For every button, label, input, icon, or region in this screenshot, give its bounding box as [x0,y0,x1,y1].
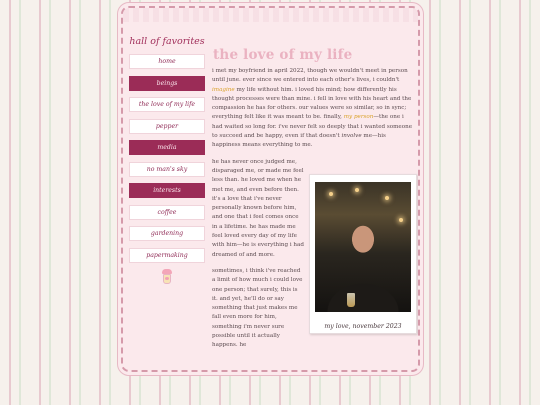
page-title: the love of my life [213,47,353,64]
sidebar-item-interests[interactable]: interests [129,183,205,198]
photo-image [315,182,411,312]
sidebar-title: hall of favorites [129,36,205,47]
highlight-text: my person [343,114,374,121]
sidebar-item-papermaking[interactable]: papermaking [129,248,205,263]
paragraph-2: he has never once judged me, disparaged me, or made me feel less than. he loved me when he met me, and even before then. it's a love that i've never personally known before him, and one that i feel comes once in a lifetime. he has made me feel loved every day of my life with him—he is everything i had dreamed of and more. [212,158,304,258]
sidebar-item-media[interactable]: media [129,140,205,155]
text-span: —the one i had waited so long for. i've never felt so deeply that i wanted someone to succeed and be happy, even if that doesn't [212,114,413,140]
photo-caption: my love, november 2023 [324,323,402,330]
sidebar-nav [129,54,205,263]
text-span: my life without him. i loved his mind; how differently his thought processes were than mine. i fell in love with his heart and the compassion he has for others. our values were so similar, so in sync; everything felt like it was meant to be. finally, [212,86,412,121]
polaroid-photo [309,174,417,334]
sidebar-item-the-love-of-my-life[interactable]: the love of my life [129,97,205,112]
text-span: me—his happiness means everything to me. [212,133,386,149]
highlight-text: imagine [212,86,235,93]
lace-border [123,8,418,22]
sidebar-item-gardening[interactable]: gardening [129,226,205,241]
sidebar-item-home[interactable]: home [129,54,205,69]
sidebar-item-coffee[interactable]: coffee [129,205,205,220]
sidebar [129,36,205,286]
emphasis-text: involve [341,133,362,140]
sidebar-item-pepper[interactable]: pepper [129,119,205,134]
mini-jar-icon [162,269,172,286]
sidebar-item-beings[interactable]: beings [129,76,205,91]
paragraph-3: sometimes, i think i've reached a limit of how much i could love one person; that surely, this is it. and yet, he'll do or say something that just makes me fall even more for him, something i'm never sure possible until it actually happens. he [212,267,303,349]
text-span: i met my boyfriend in april 2022, though we wouldn't meet in person until june. ever since we entered into each other's lives, i couldn't [212,68,408,84]
sidebar-item-no-man-s-sky[interactable]: no man's sky [129,162,205,177]
paragraph-1 [212,67,412,151]
content-frame [121,6,420,372]
